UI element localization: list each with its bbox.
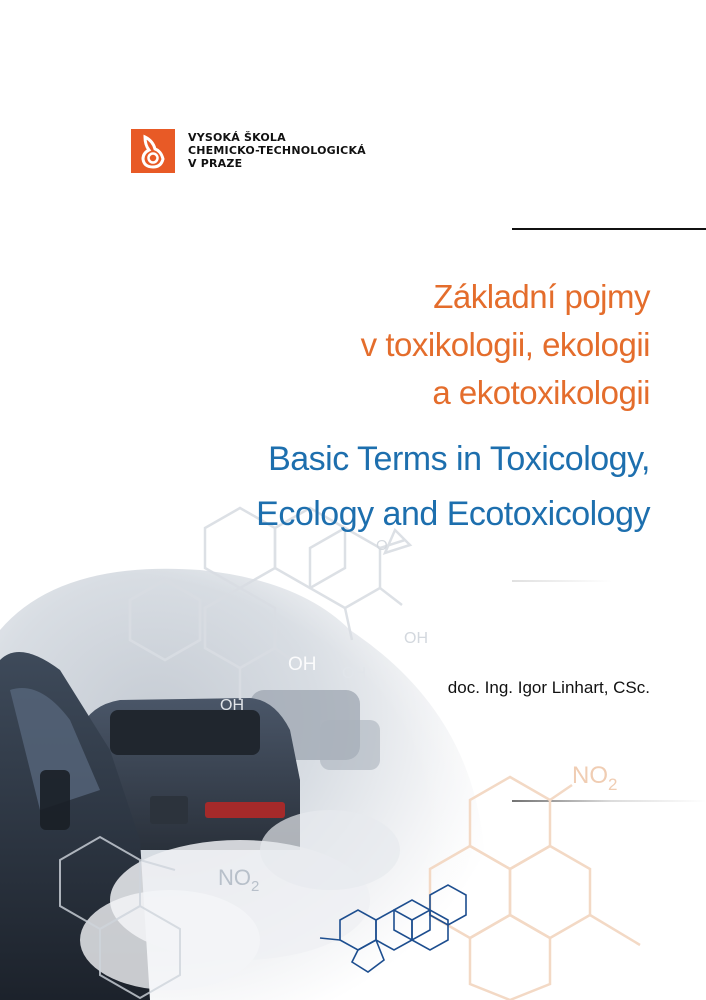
title-czech-line-1: Základní pojmy bbox=[433, 278, 650, 315]
title-english-line-2: Ecology and Ecotoxicology bbox=[256, 495, 650, 533]
title-english bbox=[256, 432, 650, 542]
formula-label-no2: $NO_2$ bbox=[572, 762, 618, 794]
institution-line-1: VYSOKÁ ŠKOLA bbox=[188, 131, 286, 144]
nitro-polycyclic-structure-orange bbox=[430, 777, 640, 1000]
title-czech-line-3: a ekotoxikologii bbox=[432, 374, 650, 411]
title-czech bbox=[361, 273, 650, 417]
institution-line-3: V PRAZE bbox=[188, 157, 243, 170]
author-name: doc. Ing. Igor Linhart, CSc. bbox=[447, 678, 650, 697]
cyclopenta-pyrene-structure-blue bbox=[320, 885, 466, 972]
title-english-line-1: Basic Terms in Toxicology, bbox=[268, 440, 650, 478]
formula-label-o: O bbox=[376, 537, 388, 554]
institution-line-2: CHEMICKO-TECHNOLOGICKÁ bbox=[188, 144, 366, 157]
formula-label-no2: $NO_2$ bbox=[218, 865, 260, 895]
title-czech-line-2: v toxikologii, ekologii bbox=[360, 326, 650, 363]
formula-label-oh: OH bbox=[220, 697, 244, 714]
formula-label-oh: OH bbox=[342, 665, 366, 682]
nitro-structure-left bbox=[60, 837, 180, 998]
formula-label-oh: OH bbox=[288, 654, 317, 675]
formula-label-oh: OH bbox=[404, 630, 428, 647]
